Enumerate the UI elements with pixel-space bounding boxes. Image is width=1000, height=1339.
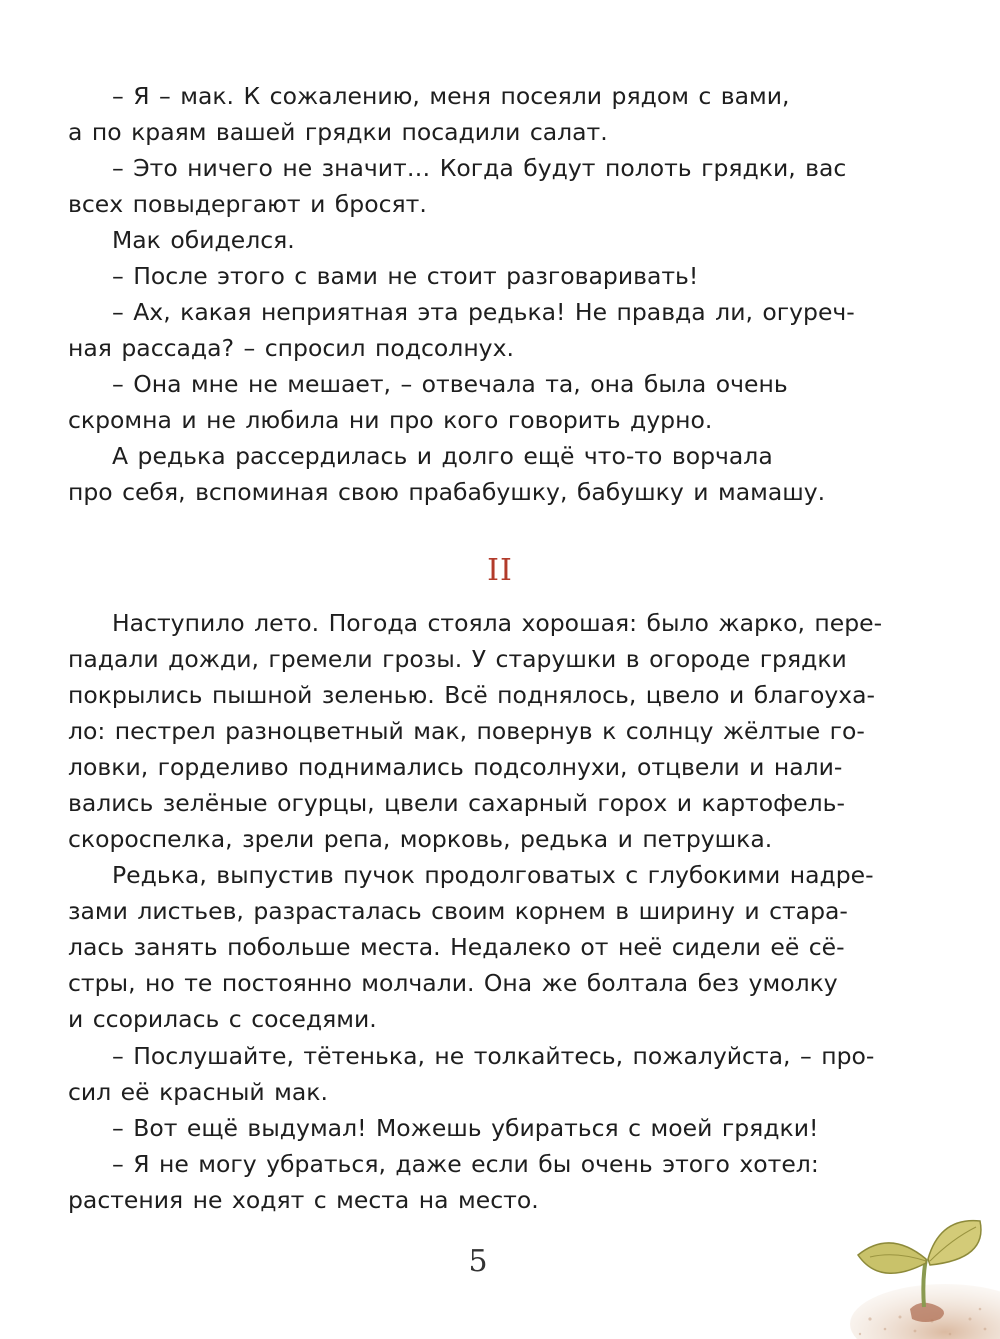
text-line: всех повыдергают и бросят.	[68, 190, 427, 218]
sprout-icon	[840, 1159, 1000, 1339]
chapter-heading: II	[487, 553, 513, 588]
text-line: падали дожди, гремели грозы. У старушки в огороде грядки	[68, 645, 847, 673]
paragraph	[68, 366, 886, 438]
paragraph	[68, 1146, 886, 1218]
paragraph	[68, 605, 886, 857]
paragraph	[68, 1110, 886, 1146]
paragraph	[68, 294, 886, 366]
text-line: – Она мне не мешает, – отвечала та, она была очень	[112, 370, 788, 398]
text-line: скромна и не любила ни про кого говорить дурно.	[68, 406, 713, 434]
page-number: 5	[468, 1244, 488, 1279]
text-line: про себя, вспоминая свою прабабушку, бабушку и мамашу.	[68, 478, 826, 506]
text-line: – Я не могу убраться, даже если бы очень этого хотел:	[112, 1150, 819, 1178]
text-line: покрылись пышной зеленью. Всё поднялось, цвело и благоуха-	[68, 681, 876, 709]
text-line: стры, но те постоянно молчали. Она же болтала без умолку	[68, 969, 838, 997]
text-line: – Вот ещё выдумал! Можешь убираться с моей грядки!	[112, 1114, 819, 1142]
text-line: скороспелка, зрели репа, морковь, редька и петрушка.	[68, 825, 773, 853]
text-line: зами листьев, разрасталась своим корнем в ширину и стара-	[68, 897, 848, 925]
paragraph	[68, 857, 886, 1037]
paragraph	[68, 1038, 886, 1110]
text-line: – Послушайте, тётенька, не толкайтесь, пожалуйста, – про-	[112, 1042, 875, 1070]
paragraph	[68, 222, 886, 258]
text-line: ная рассада? – спросил подсолнух.	[68, 334, 514, 362]
text-line: Редька, выпустив пучок продолговатых с глубокими надре-	[112, 861, 874, 889]
text-line: – После этого с вами не стоит разговаривать!	[112, 262, 699, 290]
paragraph	[68, 438, 886, 510]
text-line: ловки, горделиво поднимались подсолнухи, отцвели и нали-	[68, 753, 843, 781]
text-line: и ссорилась с соседями.	[68, 1005, 377, 1033]
text-line: ло: пестрел разноцветный мак, повернув к солнцу жёлтые го-	[68, 717, 865, 745]
paragraph	[68, 78, 886, 150]
text-line: – Ах, какая неприятная эта редька! Не правда ли, огуреч-	[112, 298, 855, 326]
text-line: – Я – мак. К сожалению, меня посеяли рядом с вами,	[112, 82, 790, 110]
text-line: Мак обиделся.	[112, 226, 295, 254]
text-line: А редька рассердилась и долго ещё что-то ворчала	[112, 442, 773, 470]
text-line: Наступило лето. Погода стояла хорошая: было жарко, пере-	[112, 609, 883, 637]
text-line: лась занять побольше места. Недалеко от неё сидели её сё-	[68, 933, 845, 961]
text-line: растения не ходят с места на место.	[68, 1186, 539, 1214]
paragraph	[68, 150, 886, 222]
paragraph	[68, 258, 886, 294]
text-line: сил её красный мак.	[68, 1078, 328, 1106]
text-line: а по краям вашей грядки посадили салат.	[68, 118, 608, 146]
text-line: вались зелёные огурцы, цвели сахарный горох и картофель-	[68, 789, 845, 817]
text-line: – Это ничего не значит… Когда будут полоть грядки, вас	[112, 154, 847, 182]
